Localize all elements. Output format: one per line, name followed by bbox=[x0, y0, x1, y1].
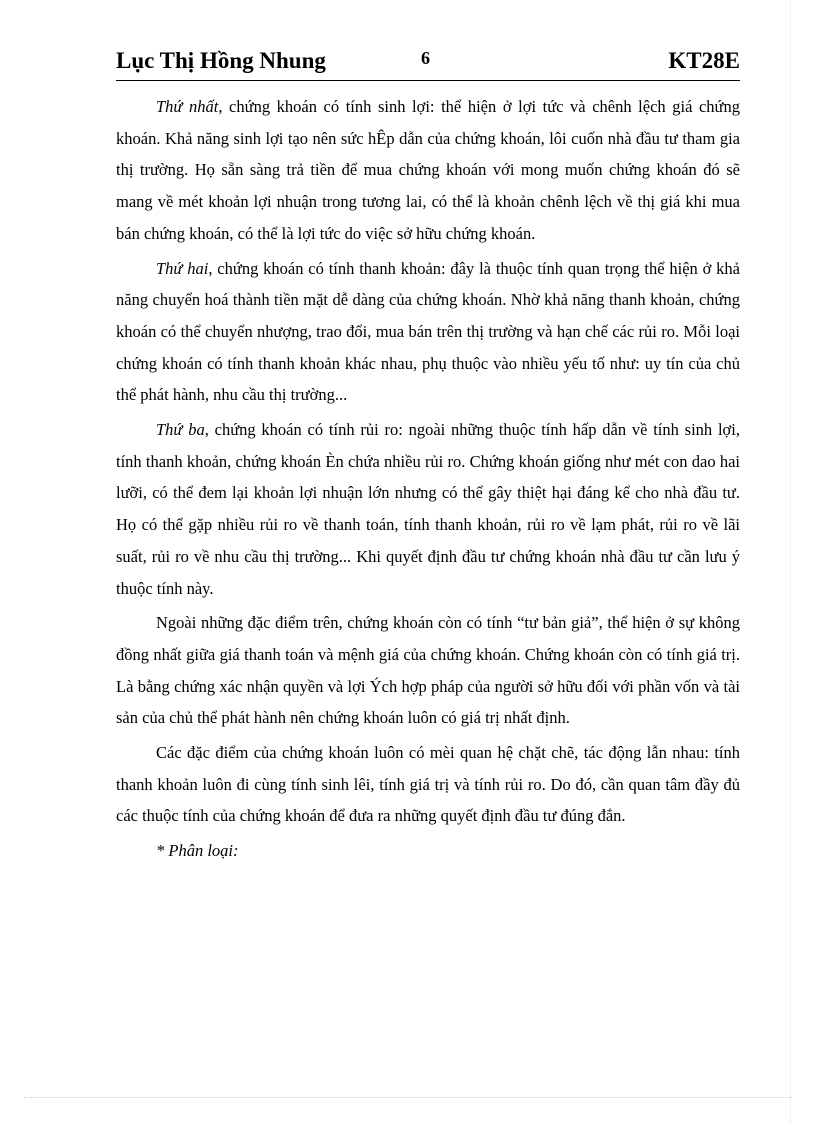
paragraph-lead: Thứ nhất bbox=[156, 97, 219, 116]
paragraph-second-property bbox=[116, 253, 740, 412]
paragraph-first-property bbox=[116, 91, 740, 250]
page-bottom-border bbox=[24, 1097, 792, 1098]
paragraph-text: , chứng khoán có tính thanh khoản: đây là thuộc tính quan trọng thể hiện ở khả năng chuyển hoá thành tiền mặt dễ dàng của chứng khoán. Nhờ khả năng thanh khoản, chứng khoán có thể chuyển nhượng, trao đổi, mua bán trên thị trường và hạn chế các rủi ro. Mỗi loại chứng khoán có tính thanh khoản khác nhau, phụ thuộc vào nhiều yếu tố như: uy tín của chủ thể phát hành, nhu cầu thị trường... bbox=[116, 258, 740, 405]
paragraph-lead: Thứ ba bbox=[156, 420, 205, 440]
paragraph-text: Các đặc điểm của chứng khoán luôn có mèi quan hệ chặt chẽ, tác động lẫn nhau: tính thanh khoản luôn đi cùng tính sinh lêi, tính giá trị và tính rủi ro. Do đó, cần quan tâm đầy đủ các thuộc tính của chứng khoán để đưa ra những quyết định đầu tư đúng đắn. bbox=[116, 743, 740, 826]
page-header bbox=[116, 46, 740, 81]
paragraph-lead: Thứ hai bbox=[156, 258, 209, 278]
paragraph-other-features bbox=[116, 607, 740, 734]
author-name: Lục Thị Hồng Nhung bbox=[116, 48, 326, 73]
paragraph-text: Ngoài những đặc điểm trên, chứng khoán còn có tính “tư bản giả”, thể hiện ở sự không đồng nhất giữa giá thanh toán và mệnh giá của chứng khoán. Chứng khoán còn có tính giá trị. Là bằng chứng xác nhận quyền và lợi Ých hợp pháp của người sở hữu đối với phần vốn và tài sản của chủ thể phát hành nên chứng khoán luôn có giá trị nhất định. bbox=[116, 613, 740, 728]
paragraph-relationship bbox=[116, 737, 740, 832]
paragraph-third-property bbox=[116, 414, 740, 604]
document-body bbox=[116, 91, 740, 867]
subheading-classification: * Phân loại: bbox=[156, 841, 239, 861]
page-number: 6 bbox=[421, 48, 430, 68]
page-right-border bbox=[790, 0, 791, 1123]
class-code: KT28E bbox=[668, 48, 740, 73]
paragraph-text: , chứng khoán có tính sinh lợi: thể hiện ở lợi tức và chênh lệch giá chứng khoán. Khả năng sinh lợi tạo nên sức hÊp dẫn của chứng khoán, lôi cuốn nhà đầu tư tham gia thị trường. Họ sẵn sàng trả tiền để mua chứng khoán với mong muốn chứng khoán đó sẽ mang về mét khoản lợi nhuận trong tương lai, có thể là khoản chênh lệch về thị giá khi mua bán chứng khoán, có thể là lợi tức do việc sở hữu chứng khoán. bbox=[116, 97, 740, 243]
paragraph-text: , chứng khoán có tính rủi ro: ngoài những thuộc tính hấp dẫn về tính sinh lợi, tính thanh khoản, chứng khoán Èn chứa nhiều rủi ro. Chứng khoán giống như mét con dao hai lưỡi, có thể đem lại khoản lợi nhuận lớn nhưng có thể gây thiệt hại đáng kể cho nhà đầu tư. Họ có thể gặp nhiều rủi ro về thanh toán, tính thanh khoản, rủi ro về lạm phát, rủi ro về lãi suất, rủi ro về nhu cầu thị trường... Khi quyết định đầu tư chứng khoán nhà đầu tư cần lưu ý thuộc tính này. bbox=[116, 420, 740, 598]
